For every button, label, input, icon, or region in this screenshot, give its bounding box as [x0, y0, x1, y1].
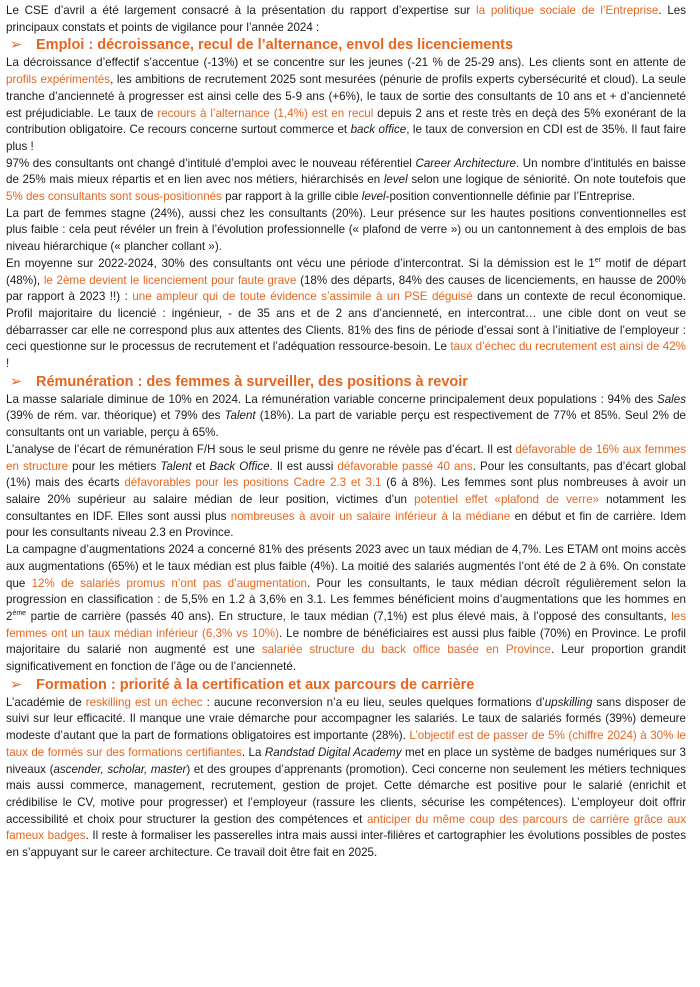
- emploi-paragraph-3: La part de femmes stagne (24%), aussi chez les consultants (20%). Leur présence sur les hautes positions conventionnelles est plus faible : cela peut révéler un frein à l’évolution professionnelle (« plafond de verre ») ou un cantonnement à des emplois de bas niveau hiérarchique (« plancher collant »).: [6, 206, 686, 254]
- remuneration-paragraph-1: La masse salariale diminue de 10% en 2024. La rémunération variable concerne principalement deux populations : 94% des Sales (39% de rém. var. théorique) et 79% des Talent (18%). La part de variable perçu est respectivement de 77% et 85%. Seul 2% de consultants ont un variable, perçu à 65%.: [6, 392, 686, 440]
- section-title-formation: ➢ Formation : priorité à la certification et aux parcours de carrière: [6, 676, 686, 695]
- arrow-bullet-icon: ➢: [10, 676, 23, 693]
- emploi-paragraph-2: 97% des consultants ont changé d’intitulé d’emploi avec le nouveau référentiel Career Architecture. Un nombre d’intitulés en baisse de 25% mais mieux répartis et en lien avec nos métiers, hiérarchisés en level selon une logique de séniorité. On note toutefois que 5% des consultants sont sous-positionnés par rapport à la grille cible level-position conventionnelle définie par l’Entreprise.: [6, 156, 687, 204]
- section-title-remuneration: ➢ Rémunération : des femmes à surveiller, des positions à revoir: [6, 373, 686, 392]
- remuneration-paragraph-2: L’analyse de l’écart de rémunération F/H sous le seul prisme du genre ne révèle pas d’écart. Il est défavorable de 16% aux femmes en structure pour les métiers Talent et Back Office. Il est aussi défavorable passé 40 ans. Pour les consultants, pas d’écart global (1%) mais des écarts défavorables pour les positions Cadre 2.3 et 3.1 (6 à 8%). Les femmes sont plus nombreuses à avoir un salaire 20% supérieur au salaire médian de leur position, victimes d’un potentiel effet «plafond de verre» notamment les consultantes en IDF. Elles sont aussi plus nombreuses à avoir un salaire inférieur à la médiane en début et fin de carrière. Idem pour les consultants niveau 2.3 en Province.: [6, 442, 687, 540]
- intro-paragraph: Le CSE d’avril a été largement consacré à la présentation du rapport d’expertise sur la politique sociale de l’Entreprise. Les principaux constats et points de vigilance pour l’année 2024 :: [6, 4, 687, 34]
- section-title-emploi: ➢ Emploi : décroissance, recul de l’alternance, envol des licenciements: [6, 36, 686, 55]
- arrow-bullet-icon: ➢: [10, 37, 23, 54]
- highlight: la politique sociale de l’Entreprise: [476, 4, 659, 17]
- emploi-paragraph-1: La décroissance d’effectif s’accentue (-13%) et se concentre sur les jeunes (-21 % de 25-29 ans). Les clients sont en attente de profils expérimentés, les ambitions de recrutement 2025 sont mesurées (pénurie de profils experts cybersécurité et cloud). La seule tranche d’ancienneté à progresser est ainsi celle des 5-9 ans (+6%), le taux de sortie des consultants de 10 ans et + d’ancienneté est préjudiciable. Le taux de recours à l’alternance (1,4%) est en recul depuis 2 ans et reste très en deçà des 5% exonérant de la contribution obligatoire. Ce recours concerne surtout commerce et back office, le taux de conversion en CDI est de 35%. Il faut faire plus !: [6, 56, 687, 153]
- emploi-paragraph-4: En moyenne sur 2022-2024, 30% des consultants ont vécu une période d’intercontrat. Si la démission est le 1er motif de départ (48%), le 2ème devient le licenciement pour faute grave (18% des départs, 84% des causes de licenciements, en hausse de 200% par rapport à 2023 !!) : une ampleur qui de toute évidence s’assimile à un PSE déguisé dans un contexte de recul économique. Profil majoritaire du licencié : ingénieur, - de 35 ans et de 2 ans d’ancienneté, en intercontrat… une cible dont on veut se débarrasser car elle ne correspond plus aux attentes des Clients. 81% des fins de période d’essai sont à l’initiative de l’employeur : ceci questionne sur le processus de recrutement et l’adéquation ressource-besoin. Le taux d’échec du recrutement est ainsi de 42% !: [6, 256, 686, 371]
- remuneration-paragraph-3: La campagne d’augmentations 2024 a concerné 81% des présents 2023 avec un taux médian de 4,7%. Les ETAM ont moins accès aux augmentations (65%) et le taux médian est plus faible (4%). La moitié des salariés augmentés l’ont été de 2 à 6%. On constate que 12% de salariés promus n’ont pas d’augmentation. Pour les consultants, le taux médian décroît régulièrement selon la progression en classification : de 5,5% en 1.2 à 3,6% en 3.1. Les femmes bénéficient moins d’augmentations que les hommes en 2ème partie de carrière (passés 40 ans). En structure, le taux médian (7,1%) est plus élevé mais, à l’opposé des consultants, les femmes ont un taux médian inférieur (6,3% vs 10%). Le nombre de bénéficiaires est aussi plus faible (70%) en Province. Le profil majoritaire du salarié non augmenté est une salariée structure du back office basée en Province. Leur proportion grandit significativement en fonction de l’âge ou de l’ancienneté.: [6, 543, 687, 674]
- formation-paragraph-1: L’académie de reskilling est un échec : aucune reconversion n’a eu lieu, seules quelques formations d’upskilling sans disposer de suivi sur leur efficacité. Il manque une vraie démarche pour accompagner les salariés. Le taux de salariés formés (39%) demeure modeste d’autant que la part de formations obligatoires est importante (28%). L’objectif est de passer de 5% (chiffre 2024) à 30% le taux de formés sur des formations certifiantes. La Randstad Digital Academy met en place un système de badges numériques sur 3 niveaux (ascender, scholar, master) et des groupes d’apprenants (promotion). Ceci concerne non seulement les métiers techniques mais aussi commerce, management, recrutement, gestion de projet. Cette démarche est positive pour le salarié (enrichit et crédibilise le CV, motive pour progresser) et l’employeur (rassure les clients, sécurise les compétences). L’employeur doit offrir accessibilité et choix pour structurer la gestion des compétences et anticiper du même coup des parcours de carrière grâce aux fameux badges. Il reste à formaliser les passerelles intra mais aussi inter-filières et cartographier les évolutions possibles de postes en s’appuyant sur le career architecture. Ce travail doit être fait en 2025.: [6, 695, 687, 860]
- arrow-bullet-icon: ➢: [10, 373, 23, 390]
